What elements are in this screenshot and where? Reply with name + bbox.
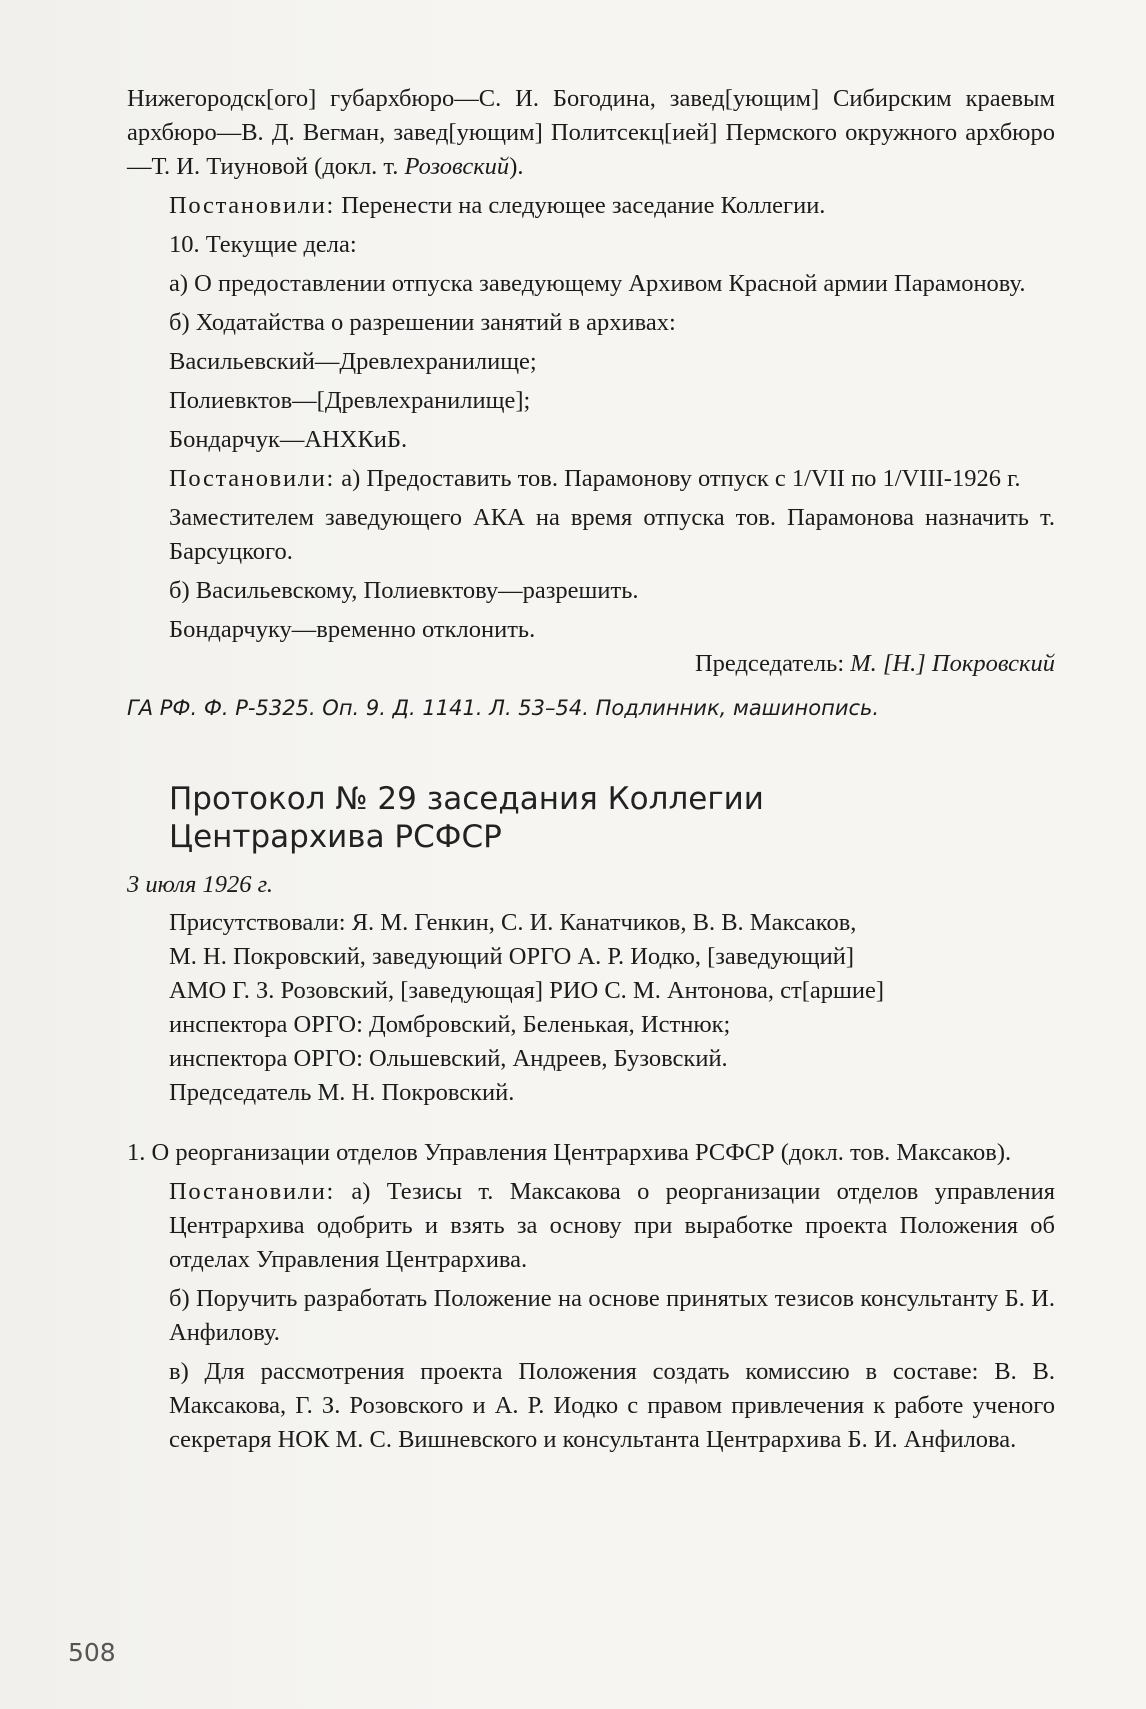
page-number: 508 [68, 1638, 116, 1667]
resolution-3b: б) Поручить разработать Положение на основе принятых тезисов консультанту Б. И. Анфилову. [169, 1285, 1055, 1346]
agenda-item-10a: а) О предоставлении отпуска заведующему Архивом Красной армии Парамонову. [169, 270, 1026, 297]
intro-end: ). [509, 153, 524, 180]
resolution-text: а) Предоставить тов. Парамонову отпуск с 1/VII по 1/VIII-1926 г. [341, 465, 1021, 492]
resolution-text: Перенести на следующее заседание Коллегии. [341, 192, 826, 219]
attendees-block [127, 906, 1055, 1110]
resolution-2b: Заместителем заведующего АКА на время отпуска тов. Парамонова назначить т. Барсуцкого. [169, 504, 1055, 565]
attendees-line: М. Н. Покровский, заведующий ОРГО А. Р. Иодко, [заведующий] [169, 943, 855, 970]
chairman-signature [127, 647, 1055, 681]
chairman-label: Председатель: [694, 650, 851, 677]
resolution-label: Постановили: [169, 192, 336, 219]
title-line-1: Протокол № 29 заседания Коллегии [169, 781, 764, 817]
attendees-line: АМО Г. З. Розовский, [заведующая] РИО С. М. Антонова, ст[аршие] [169, 977, 884, 1004]
archive-source: ГА РФ. Ф. Р-5325. Оп. 9. Д. 1141. Л. 53–54. Подлинник, машинопись. [127, 696, 880, 720]
agenda-item-1: 1. О реорганизации отделов Управления Центрархива РСФСР (докл. тов. Максаков). [127, 1139, 1012, 1166]
protocol-date: 3 июля 1926 г. [127, 871, 273, 898]
chairman-name: М. [Н.] Покровский [850, 650, 1055, 677]
intro-text: Нижегородск[ого] губархбюро—С. И. Богодина, завед[ующим] Сибирским краевым архбюро—В. Д. Вегман, завед[ующим] Политсекц[ией] Пермского окружного архбюро—Т. И. Тиуновой (докл. т. [127, 85, 1055, 180]
resolution-1 [127, 189, 1055, 223]
resolution-2d: Бондарчуку—временно отклонить. [169, 616, 536, 643]
resolution-label: Постановили: [169, 1178, 336, 1205]
list-item: Бондарчук—АНХКиБ. [169, 426, 408, 453]
text-column [127, 82, 1055, 1457]
resolution-2 [127, 462, 1055, 496]
reporter-name: Розовский [404, 153, 510, 180]
agenda-item-10: 10. Текущие дела: [169, 231, 357, 258]
resolution-text: а) Тезисы т. Максакова о реорганизации отделов управления Центрархива одобрить и взять за основу при выработке проекта Положения об отделах Управления Центрархива. [169, 1178, 1055, 1273]
attendees-line: Присутствовали: Я. М. Генкин, С. И. Канатчиков, В. В. Максаков, [169, 909, 857, 936]
protocol-title [169, 780, 1055, 856]
resolution-label: Постановили: [169, 465, 336, 492]
resolution-3 [127, 1175, 1055, 1277]
resolution-2c: б) Васильевскому, Полиевктову—разрешить. [169, 577, 639, 604]
attendees-line: Председатель М. Н. Покровский. [169, 1079, 515, 1106]
agenda-item-10b: б) Ходатайства о разрешении занятий в архивах: [169, 309, 676, 336]
list-item: Васильевский—Древлехранилище; [169, 348, 537, 375]
list-item: Полиевктов—[Древлехранилище]; [169, 387, 531, 414]
attendees-line: инспектора ОРГО: Ольшевский, Андреев, Бузовский. [169, 1045, 728, 1072]
resolution-3c: в) Для рассмотрения проекта Положения создать комиссию в составе: В. В. Максакова, Г. З. Розовского и А. Р. Иодко с правом привлечения к работе ученого секретаря НОК М. С. Вишневского и консультанта Центрархива Б. И. Анфилова. [169, 1358, 1055, 1453]
title-line-2: Центрархива РСФСР [169, 819, 502, 855]
attendees-line: инспектора ОРГО: Домбровский, Беленькая, Истнюк; [169, 1011, 731, 1038]
intro-paragraph [127, 82, 1055, 184]
